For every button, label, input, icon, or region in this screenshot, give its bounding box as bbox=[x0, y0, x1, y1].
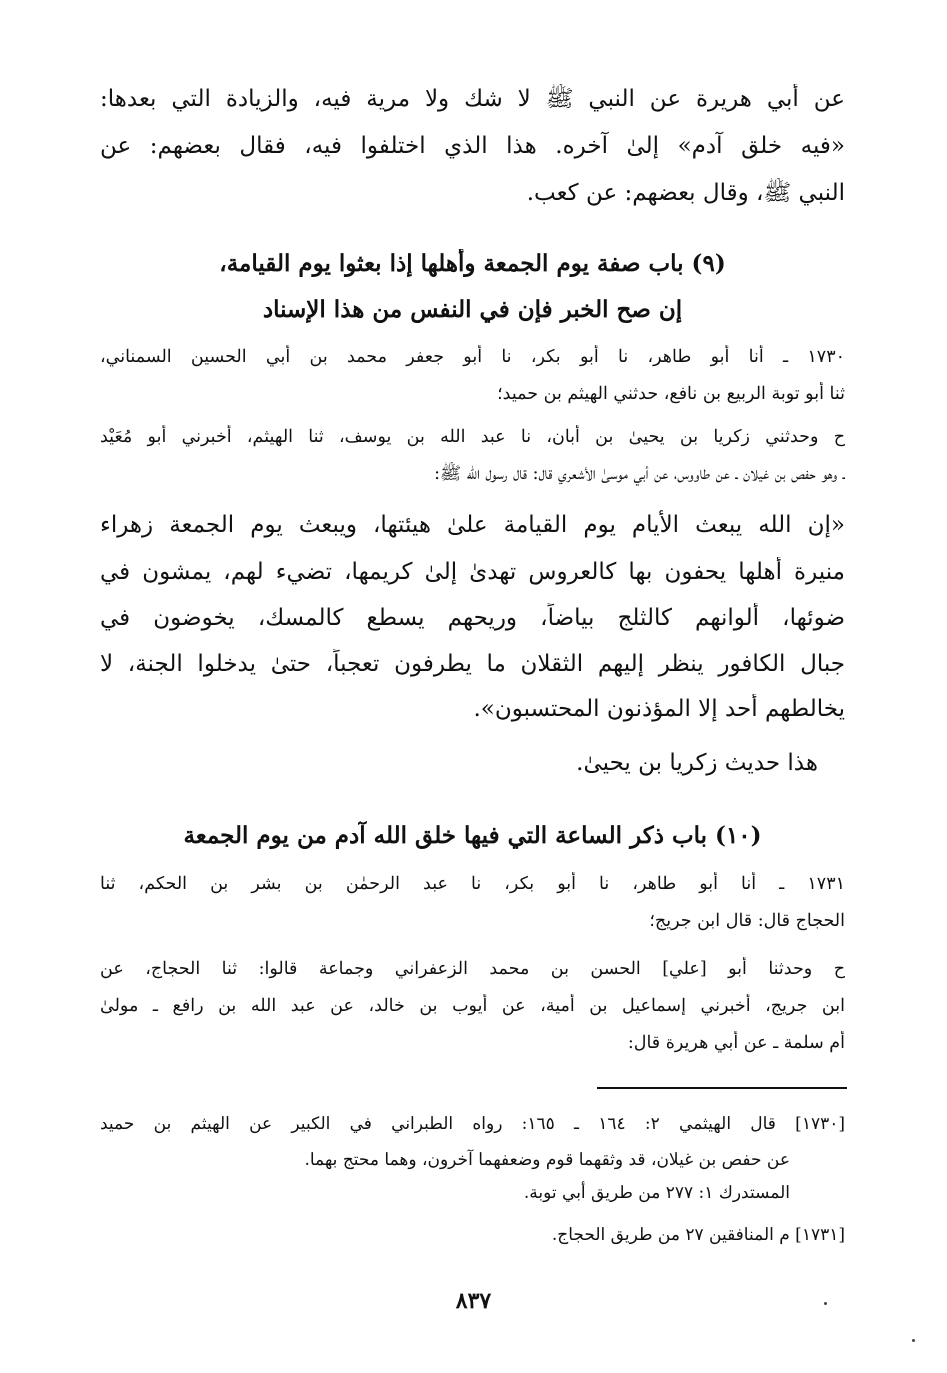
text-line: عن أبي هريرة عن النبي ﷺ لا شك ولا مرية فيه، والزيادة التي بعدها: bbox=[100, 86, 845, 112]
isnad-line: ١٧٣٠ ـ أنا أبو طاهر، نا أبو بكر، نا أبو جعفر محمد بن أبي الحسين السمناني، bbox=[100, 347, 845, 367]
isnad-line: ـ وهو حفص بن غيلان ـ عن طاووس، عن أبي موسىٰ الأشعري قال: قال رسول الله ﷺ: bbox=[434, 464, 845, 484]
footnote-line: [١٧٣١] م المنافقين ٢٧ من طريق الحجاج. bbox=[551, 1225, 845, 1245]
hadith-line: ضوئها، ألوانهم كالثلج بياضاً، وريحهم يسطع كالمسك، يخوضون في bbox=[100, 605, 845, 631]
page-number: ٨٣٧ bbox=[455, 1288, 492, 1314]
text-line: النبي ﷺ، وقال بعضهم: عن كعب. bbox=[526, 180, 845, 206]
footnote-line: عن حفص بن غيلان، قد وثقهما قوم وضعفهما آخرون، وهما محتج بهما. bbox=[304, 1150, 790, 1170]
isnad-line: ١٧٣١ ـ أنا أبو طاهر، نا أبو بكر، نا عبد الرحمٰن بن بشر بن الحكم، ثنا bbox=[100, 874, 845, 894]
footnote-line: المستدرك ١: ٢٧٧ من طريق أبي توبة. bbox=[523, 1183, 790, 1203]
chapter-heading: إن صح الخبر فإن في النفس من هذا الإسناد bbox=[262, 296, 683, 323]
isnad-line: ابن جريج، أخبرني إسماعيل بن أمية، عن أيوب بن خالد، عن عبد الله بن رافع ـ مولىٰ bbox=[100, 996, 845, 1016]
hadith-line: يخالطهم أحد إلا المؤذنون المحتسبون». bbox=[473, 696, 845, 722]
footnote-line: [١٧٣٠] قال الهيثمي ٢: ١٦٤ ـ ١٦٥: رواه الطبراني في الكبير عن الهيثم بن حميد bbox=[100, 1114, 845, 1134]
hadith-line: جبال الكافور ينظر إليهم الثقلان ما يطرفون تعجباً، حتىٰ يدخلوا الجنة، لا bbox=[100, 651, 845, 677]
scan-speck bbox=[824, 1302, 827, 1305]
scan-speck bbox=[912, 1339, 915, 1342]
isnad-line: ح وحدثنا أبو [علي] الحسن بن محمد الزعفراني وجماعة قالوا: ثنا الحجاج، عن bbox=[100, 959, 845, 979]
isnad-line: أم سلمة ـ عن أبي هريرة قال: bbox=[627, 1033, 845, 1053]
isnad-line: الحجاج قال: قال ابن جريج؛ bbox=[649, 911, 845, 931]
chapter-heading: (٩) باب صفة يوم الجمعة وأهلها إذا بعثوا يوم القيامة، bbox=[219, 250, 726, 277]
chapter-heading: (١٠) باب ذكر الساعة التي فيها خلق الله آدم من يوم الجمعة bbox=[183, 822, 762, 849]
isnad-line: ثنا أبو توبة الربيع بن نافع، حدثني الهيثم بن حميد؛ bbox=[497, 384, 845, 404]
remark-line: هذا حديث زكريا بن يحيىٰ. bbox=[576, 750, 818, 776]
hadith-line: منيرة أهلها يحفون بها كالعروس تهدىٰ إلىٰ كريمها، تضيء لهم، يمشون في bbox=[100, 559, 845, 585]
isnad-line: ح وحدثني زكريا بن يحيىٰ بن أبان، نا عبد الله بن يوسف، ثنا الهيثم، أخبرني أبو مُعَيْد bbox=[100, 427, 845, 447]
hadith-line: «إن الله يبعث الأيام يوم القيامة علىٰ هيئتها، ويبعث يوم الجمعة زهراء bbox=[100, 512, 845, 538]
text-line: «فيه خلق آدم» إلىٰ آخره. هذا الذي اختلفوا فيه، فقال بعضهم: عن bbox=[100, 133, 845, 159]
footnote-separator bbox=[597, 1087, 847, 1089]
